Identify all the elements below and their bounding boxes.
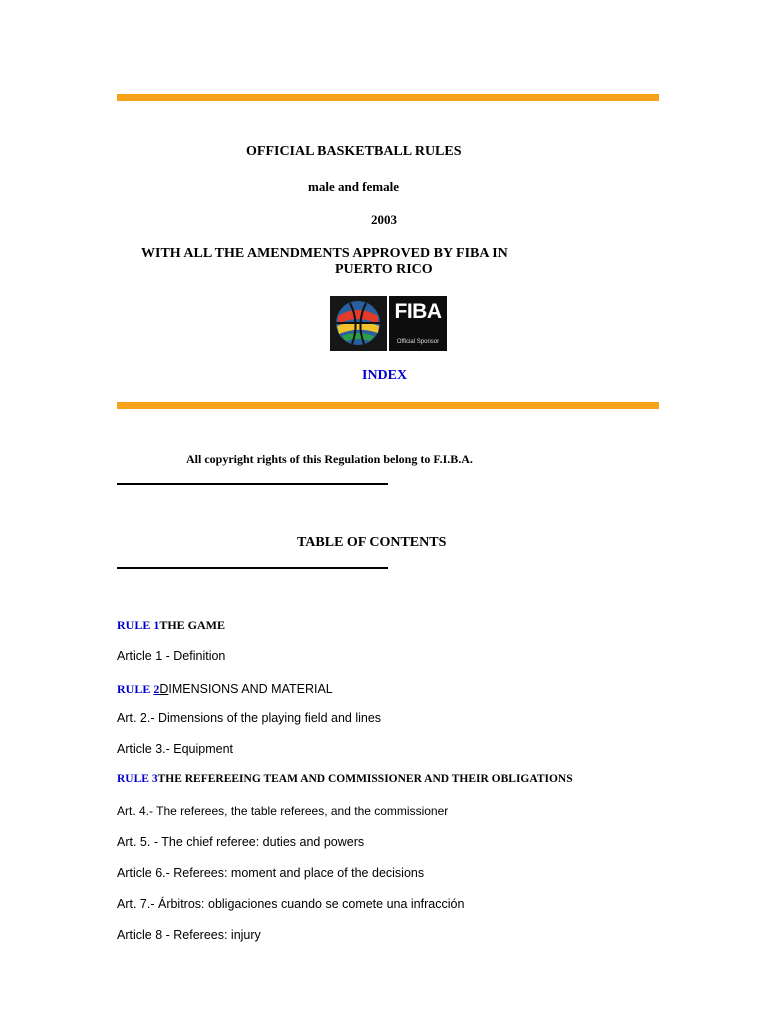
fiba-logo: [330, 296, 447, 351]
rule-2-title-first: D: [159, 682, 169, 696]
rule-1-title: THE GAME: [159, 618, 226, 632]
bottom-divider-bar: [117, 402, 659, 409]
fiba-wordmark: [389, 296, 447, 351]
copyright-notice: All copyright rights of this Regulation belong to F.I.B.A.: [186, 452, 473, 466]
rule-3-title: THE REFEREEING TEAM AND COMMISSIONER AND THEIR OBLIGATIONS: [157, 773, 573, 785]
toc-rule-1: [117, 618, 225, 633]
rule-2-link-number[interactable]: 2: [153, 682, 160, 696]
fiba-tagline: Official Sponsor: [396, 339, 440, 345]
rule-1-link[interactable]: RULE 1: [117, 618, 160, 632]
rule-2-link[interactable]: RULE: [117, 682, 154, 696]
toc-heading: TABLE OF CONTENTS: [297, 535, 447, 550]
toc-article-8: Article 8 - Referees: injury: [117, 928, 261, 942]
divider-line-2: [117, 567, 388, 569]
amendments-line-1: WITH ALL THE AMENDMENTS APPROVED BY FIBA IN: [141, 246, 508, 261]
document-year: 2003: [371, 212, 397, 227]
toc-rule-2: [117, 680, 333, 698]
amendments-line-2: PUERTO RICO: [335, 262, 433, 277]
divider-line-1: [117, 483, 388, 485]
basketball-globe-icon: [330, 296, 387, 351]
toc-article-4: Art. 4.- The referees, the table referees, and the commissioner: [117, 804, 449, 818]
toc-article-3: Article 3.- Equipment: [117, 742, 234, 756]
fiba-word: FIBA: [394, 300, 442, 323]
top-divider-bar: [117, 94, 659, 101]
toc-article-5: Art. 5. - The chief referee: duties and powers: [117, 835, 365, 849]
document-subtitle: male and female: [308, 179, 399, 194]
toc-rule-3: [117, 773, 573, 785]
rule-3-link[interactable]: RULE 3: [117, 773, 158, 785]
document-title: OFFICIAL BASKETBALL RULES: [246, 144, 462, 159]
rule-2-title: IMENSIONS AND MATERIAL: [168, 682, 333, 696]
toc-article-1: Article 1 - Definition: [117, 649, 226, 663]
toc-article-6: Article 6.- Referees: moment and place of the decisions: [117, 866, 425, 880]
toc-article-7: Art. 7.- Árbitros: obligaciones cuando se comete una infracción: [117, 897, 465, 911]
toc-article-2: Art. 2.- Dimensions of the playing field and lines: [117, 711, 382, 725]
index-link[interactable]: INDEX: [362, 368, 408, 383]
